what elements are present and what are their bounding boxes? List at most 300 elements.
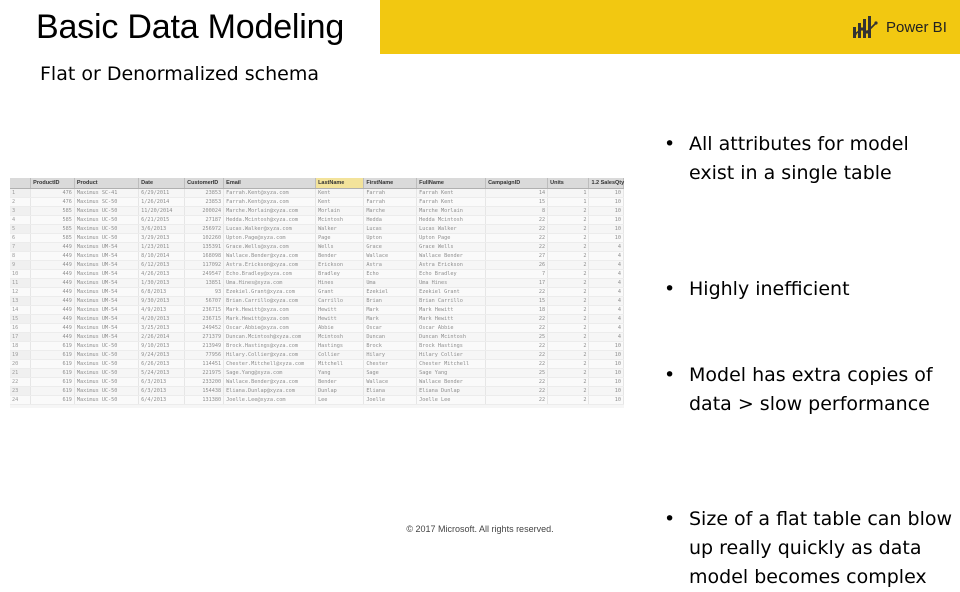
table-cell: 22 (486, 377, 548, 386)
table-cell: 585 (31, 215, 75, 224)
table-cell: 10 (589, 233, 624, 242)
table-cell: Mark (364, 314, 417, 323)
table-cell: Hedda.Mcintosh@xyza.com (224, 215, 316, 224)
table-row (10, 296, 624, 305)
table-cell: Brian (364, 296, 417, 305)
table-cell: 2 (548, 242, 589, 251)
table-cell: 6/29/2011 (139, 188, 185, 197)
table-cell: Maximus UC-50 (74, 341, 138, 350)
table-cell: 6/3/2013 (139, 386, 185, 395)
table-cell: 221975 (185, 368, 224, 377)
table-cell: Maximus UM-54 (74, 251, 138, 260)
table-cell: Brock Hastings (417, 341, 486, 350)
table-cell: Echo Bradley (417, 269, 486, 278)
table-cell: 6/21/2015 (139, 215, 185, 224)
table-cell: 26 (486, 260, 548, 269)
table-cell: Hilary Collier (417, 350, 486, 359)
table-cell: 2 (548, 215, 589, 224)
column-header[interactable]: 1.2 SalesQty (589, 178, 624, 188)
table-cell: 10 (589, 350, 624, 359)
data-grid (10, 178, 624, 405)
table-cell: 619 (31, 368, 75, 377)
row-number: 15 (10, 314, 31, 323)
table-cell: 449 (31, 251, 75, 260)
table-cell: Kent (316, 188, 364, 197)
table-cell: Maximus SC-50 (74, 197, 138, 206)
brand-name: Power BI (886, 18, 947, 36)
table-cell: 4 (589, 314, 624, 323)
table-cell: Hewitt (316, 305, 364, 314)
table-row (10, 224, 624, 233)
table-cell: 22 (486, 323, 548, 332)
row-number: 4 (10, 215, 31, 224)
table-cell: Mark (364, 305, 417, 314)
table-cell: Farrah.Kent@xyza.com (224, 188, 316, 197)
table-cell: 449 (31, 296, 75, 305)
table-cell: 2 (548, 350, 589, 359)
row-number: 3 (10, 206, 31, 215)
table-cell: Maximus UC-50 (74, 386, 138, 395)
table-cell: 22 (486, 350, 548, 359)
table-cell: Uma.Hines@xyza.com (224, 278, 316, 287)
table-cell: 2 (548, 224, 589, 233)
column-header[interactable]: Email (224, 178, 316, 188)
bullet-item: • Size of a flat table can blow up really quickly as data model becomes complex (664, 505, 954, 592)
table-cell: 10 (589, 224, 624, 233)
table-cell: Maximus UC-50 (74, 359, 138, 368)
table-cell: 3/29/2013 (139, 233, 185, 242)
table-cell: 13851 (185, 278, 224, 287)
table-row (10, 323, 624, 332)
table-cell: Duncan Mcintosh (417, 332, 486, 341)
table-cell: Maximus UM-54 (74, 269, 138, 278)
table-cell: Maximus UC-50 (74, 206, 138, 215)
table-cell: Eliana Dunlap (417, 386, 486, 395)
flat-table-screenshot (10, 178, 624, 408)
table-cell: 585 (31, 233, 75, 242)
column-header[interactable]: Date (139, 178, 185, 188)
table-cell: 200024 (185, 206, 224, 215)
table-cell: Echo.Bradley@xyza.com (224, 269, 316, 278)
table-cell: 8 (486, 206, 548, 215)
table-cell: Maximus UC-50 (74, 215, 138, 224)
table-row (10, 206, 624, 215)
table-cell: 9/24/2013 (139, 350, 185, 359)
table-cell: Mitchell (316, 359, 364, 368)
table-cell: 6/3/2013 (139, 377, 185, 386)
table-cell: Grace.Wells@xyza.com (224, 242, 316, 251)
table-cell: 1/30/2013 (139, 278, 185, 287)
table-row (10, 305, 624, 314)
table-cell: 22 (486, 224, 548, 233)
table-cell: Mark.Hewitt@xyza.com (224, 314, 316, 323)
table-row (10, 260, 624, 269)
table-cell: Maximus UM-54 (74, 332, 138, 341)
table-cell: Marche.Morlain@xyza.com (224, 206, 316, 215)
table-cell: 4/9/2013 (139, 305, 185, 314)
table-cell: 619 (31, 341, 75, 350)
table-cell: Mark Hewitt (417, 305, 486, 314)
table-cell: Oscar Abbie (417, 323, 486, 332)
table-cell: 56707 (185, 296, 224, 305)
table-cell: Chester (364, 359, 417, 368)
table-row (10, 332, 624, 341)
table-cell: 22 (486, 215, 548, 224)
table-cell: Page (316, 233, 364, 242)
table-cell: 449 (31, 278, 75, 287)
row-number: 6 (10, 233, 31, 242)
table-cell: 18 (486, 305, 548, 314)
table-cell: Brian.Carrillo@xyza.com (224, 296, 316, 305)
grid-body (10, 188, 624, 404)
row-number: 19 (10, 350, 31, 359)
table-cell: 449 (31, 269, 75, 278)
table-cell: Maximus UC-50 (74, 377, 138, 386)
table-cell: 1/23/2011 (139, 242, 185, 251)
table-cell: 9/10/2013 (139, 341, 185, 350)
table-cell: 2 (548, 332, 589, 341)
copyright-footer: © 2017 Microsoft. All rights reserved. (406, 524, 554, 534)
row-number: 13 (10, 296, 31, 305)
table-cell: Wallace Bender (417, 377, 486, 386)
table-cell: Lucas.Walker@xyza.com (224, 224, 316, 233)
table-cell: Hedda (364, 215, 417, 224)
table-cell: Kent (316, 197, 364, 206)
table-cell: Ezekiel (364, 287, 417, 296)
table-cell: 1/26/2014 (139, 197, 185, 206)
table-cell: 256972 (185, 224, 224, 233)
table-cell: Upton (364, 233, 417, 242)
table-cell: Astra (364, 260, 417, 269)
table-row (10, 251, 624, 260)
table-cell: 23853 (185, 188, 224, 197)
table-cell: 476 (31, 188, 75, 197)
table-cell: Wallace Bender (417, 251, 486, 260)
table-cell: 114451 (185, 359, 224, 368)
table-row (10, 350, 624, 359)
column-header[interactable]: CustomerID (185, 178, 224, 188)
table-cell: 4/26/2013 (139, 269, 185, 278)
table-cell: 168098 (185, 251, 224, 260)
row-number: 14 (10, 305, 31, 314)
column-header[interactable]: Product (74, 178, 138, 188)
table-cell: 2 (548, 305, 589, 314)
table-cell: 10 (589, 386, 624, 395)
table-cell: 449 (31, 332, 75, 341)
table-cell: Duncan (364, 332, 417, 341)
table-cell: 22 (486, 233, 548, 242)
table-cell: 271379 (185, 332, 224, 341)
table-cell: 2 (548, 260, 589, 269)
table-cell: 2 (548, 251, 589, 260)
table-cell: Farrah Kent (417, 197, 486, 206)
table-cell: Maximus UC-50 (74, 395, 138, 404)
table-row (10, 215, 624, 224)
table-cell: Carrillo (316, 296, 364, 305)
table-cell: 4 (589, 242, 624, 251)
table-row (10, 278, 624, 287)
table-cell: 22 (486, 359, 548, 368)
table-cell: 77956 (185, 350, 224, 359)
table-cell: Hines (316, 278, 364, 287)
table-cell: 2 (548, 386, 589, 395)
row-number: 24 (10, 395, 31, 404)
table-cell: 25 (486, 332, 548, 341)
table-cell: 15 (486, 296, 548, 305)
table-cell: 27 (486, 251, 548, 260)
table-cell: 233200 (185, 377, 224, 386)
table-cell: 4 (589, 296, 624, 305)
table-cell: 8/10/2014 (139, 251, 185, 260)
table-cell: 585 (31, 224, 75, 233)
row-number: 12 (10, 287, 31, 296)
table-cell: 619 (31, 350, 75, 359)
table-cell: Upton.Page@xyza.com (224, 233, 316, 242)
table-cell: 25 (486, 368, 548, 377)
table-cell: 10 (589, 206, 624, 215)
table-cell: 154438 (185, 386, 224, 395)
table-cell: 10 (589, 341, 624, 350)
table-cell: 476 (31, 197, 75, 206)
table-cell: 449 (31, 305, 75, 314)
table-cell: Maximus UM-54 (74, 287, 138, 296)
table-cell: 6/12/2013 (139, 260, 185, 269)
table-cell: 27187 (185, 215, 224, 224)
table-cell: 10 (589, 395, 624, 404)
row-number: 8 (10, 251, 31, 260)
table-cell: Hewitt (316, 314, 364, 323)
row-number: 18 (10, 341, 31, 350)
table-cell: 93 (185, 287, 224, 296)
table-cell: 4 (589, 269, 624, 278)
table-cell: 1 (548, 197, 589, 206)
table-cell: Brock (364, 341, 417, 350)
bullet-item: • All attributes for model exist in a single table (664, 130, 954, 188)
table-cell: 22 (486, 314, 548, 323)
table-cell: Maximus UC-50 (74, 233, 138, 242)
table-cell: Grace (364, 242, 417, 251)
table-cell: Chester Mitchell (417, 359, 486, 368)
table-cell: 619 (31, 377, 75, 386)
table-cell: 7 (486, 269, 548, 278)
row-number: 9 (10, 260, 31, 269)
table-cell: 22 (486, 242, 548, 251)
table-cell: Upton Page (417, 233, 486, 242)
grid-header-row (10, 178, 624, 188)
table-cell: 449 (31, 260, 75, 269)
table-cell: Hilary.Collier@xyza.com (224, 350, 316, 359)
table-cell: 1 (548, 188, 589, 197)
table-cell: Maximus UM-54 (74, 242, 138, 251)
table-row (10, 395, 624, 404)
table-cell: Oscar (364, 323, 417, 332)
table-cell: 117092 (185, 260, 224, 269)
table-cell: 2 (548, 278, 589, 287)
row-number: 7 (10, 242, 31, 251)
row-number: 17 (10, 332, 31, 341)
table-cell: Farrah Kent (417, 188, 486, 197)
table-cell: 17 (486, 278, 548, 287)
table-cell: 619 (31, 359, 75, 368)
table-cell: 5/24/2013 (139, 368, 185, 377)
table-cell: Lucas (364, 224, 417, 233)
table-cell: Oscar.Abbie@xyza.com (224, 323, 316, 332)
row-number: 5 (10, 224, 31, 233)
table-cell: Lucas Walker (417, 224, 486, 233)
table-cell: 4 (589, 278, 624, 287)
table-cell: Astra.Erickson@xyza.com (224, 260, 316, 269)
table-cell: Marche Morlain (417, 206, 486, 215)
table-cell: Dunlap (316, 386, 364, 395)
row-number: 23 (10, 386, 31, 395)
table-cell: 131380 (185, 395, 224, 404)
table-cell: 10 (589, 197, 624, 206)
table-cell: 2 (548, 296, 589, 305)
row-number: 16 (10, 323, 31, 332)
table-cell: Maximus UM-54 (74, 278, 138, 287)
column-header[interactable]: LastName (316, 178, 364, 188)
table-cell: 10 (589, 368, 624, 377)
table-cell: 249452 (185, 323, 224, 332)
table-cell: 449 (31, 242, 75, 251)
table-cell: Maximus UM-54 (74, 305, 138, 314)
column-header[interactable]: FirstName (364, 178, 417, 188)
table-cell: Collier (316, 350, 364, 359)
header-bar (0, 0, 960, 54)
column-header[interactable]: Units (548, 178, 589, 188)
table-cell: Duncan.Mcintosh@xyza.com (224, 332, 316, 341)
table-cell: Joelle (364, 395, 417, 404)
table-row (10, 188, 624, 197)
table-cell: Maximus UC-50 (74, 224, 138, 233)
table-cell: Maximus UC-50 (74, 368, 138, 377)
row-number: 11 (10, 278, 31, 287)
table-row (10, 359, 624, 368)
table-cell: Astra Erickson (417, 260, 486, 269)
table-cell: Maximus UM-54 (74, 296, 138, 305)
table-cell: 23853 (185, 197, 224, 206)
table-row (10, 269, 624, 278)
table-cell: 10 (589, 377, 624, 386)
table-cell: 6/4/2013 (139, 395, 185, 404)
table-cell: Echo (364, 269, 417, 278)
table-cell: 3/25/2013 (139, 323, 185, 332)
bullet-item: • Model has extra copies of data > slow performance (664, 361, 954, 419)
table-row (10, 386, 624, 395)
table-cell: Hastings (316, 341, 364, 350)
table-cell: 135391 (185, 242, 224, 251)
page-title: Basic Data Modeling (36, 8, 345, 46)
table-cell: Maximus SC-41 (74, 188, 138, 197)
table-cell: 449 (31, 314, 75, 323)
table-cell: 10 (589, 215, 624, 224)
table-cell: Erickson (316, 260, 364, 269)
table-cell: 449 (31, 323, 75, 332)
table-cell: 2 (548, 395, 589, 404)
table-cell: 449 (31, 287, 75, 296)
row-number: 1 (10, 188, 31, 197)
table-cell: 102260 (185, 233, 224, 242)
table-cell: 2 (548, 377, 589, 386)
table-cell: 2 (548, 233, 589, 242)
table-cell: 4 (589, 251, 624, 260)
table-cell: Morlain (316, 206, 364, 215)
table-cell: Mcintosh (316, 332, 364, 341)
column-header[interactable]: CampaignID (486, 178, 548, 188)
table-cell: Mark.Hewitt@xyza.com (224, 305, 316, 314)
table-cell: Bradley (316, 269, 364, 278)
row-number-header (10, 178, 31, 188)
column-header[interactable]: FullName (417, 178, 486, 188)
table-cell: Eliana.Dunlap@xyza.com (224, 386, 316, 395)
table-cell: 22 (486, 341, 548, 350)
table-cell: 2 (548, 287, 589, 296)
table-cell: Uma (364, 278, 417, 287)
table-cell: 585 (31, 206, 75, 215)
table-cell: 4 (589, 305, 624, 314)
table-cell: 2 (548, 323, 589, 332)
table-cell: Hilary (364, 350, 417, 359)
table-cell: 4 (589, 323, 624, 332)
table-row (10, 233, 624, 242)
table-cell: Joelle.Lee@xyza.com (224, 395, 316, 404)
table-cell: Ezekiel.Grant@xyza.com (224, 287, 316, 296)
row-number: 10 (10, 269, 31, 278)
bullet-item: • Highly inefficient (664, 275, 954, 304)
table-cell: Grant (316, 287, 364, 296)
table-cell: Brock.Hastings@xyza.com (224, 341, 316, 350)
table-cell: 22 (486, 287, 548, 296)
table-cell: Bender (316, 377, 364, 386)
table-cell: Farrah (364, 188, 417, 197)
table-cell: 619 (31, 386, 75, 395)
table-cell: 4 (589, 260, 624, 269)
table-row (10, 287, 624, 296)
row-number: 20 (10, 359, 31, 368)
table-cell: 2 (548, 368, 589, 377)
table-cell: Uma Hines (417, 278, 486, 287)
table-cell: 2 (548, 269, 589, 278)
table-cell: Sage Yang (417, 368, 486, 377)
row-number: 21 (10, 368, 31, 377)
table-cell: 2 (548, 314, 589, 323)
table-cell: Wallace.Bender@xyza.com (224, 377, 316, 386)
table-cell: 213949 (185, 341, 224, 350)
table-cell: Grace Wells (417, 242, 486, 251)
table-cell: Farrah (364, 197, 417, 206)
table-cell: Maximus UM-54 (74, 260, 138, 269)
table-cell: 4/20/2013 (139, 314, 185, 323)
table-cell: Sage (364, 368, 417, 377)
table-cell: 9/30/2013 (139, 296, 185, 305)
power-bi-logo-icon (852, 15, 878, 39)
column-header[interactable]: ProductID (31, 178, 75, 188)
table-cell: 619 (31, 395, 75, 404)
table-cell: 2 (548, 341, 589, 350)
table-cell: Yang (316, 368, 364, 377)
table-cell: 6/8/2013 (139, 287, 185, 296)
bullet-list (664, 130, 954, 588)
table-cell: 14 (486, 188, 548, 197)
table-cell: 22 (486, 386, 548, 395)
row-number: 22 (10, 377, 31, 386)
table-row (10, 341, 624, 350)
table-cell: 249547 (185, 269, 224, 278)
table-row (10, 242, 624, 251)
table-cell: Ezekiel Grant (417, 287, 486, 296)
table-cell: Wells (316, 242, 364, 251)
slide-subtitle: Flat or Denormalized schema (40, 63, 319, 85)
